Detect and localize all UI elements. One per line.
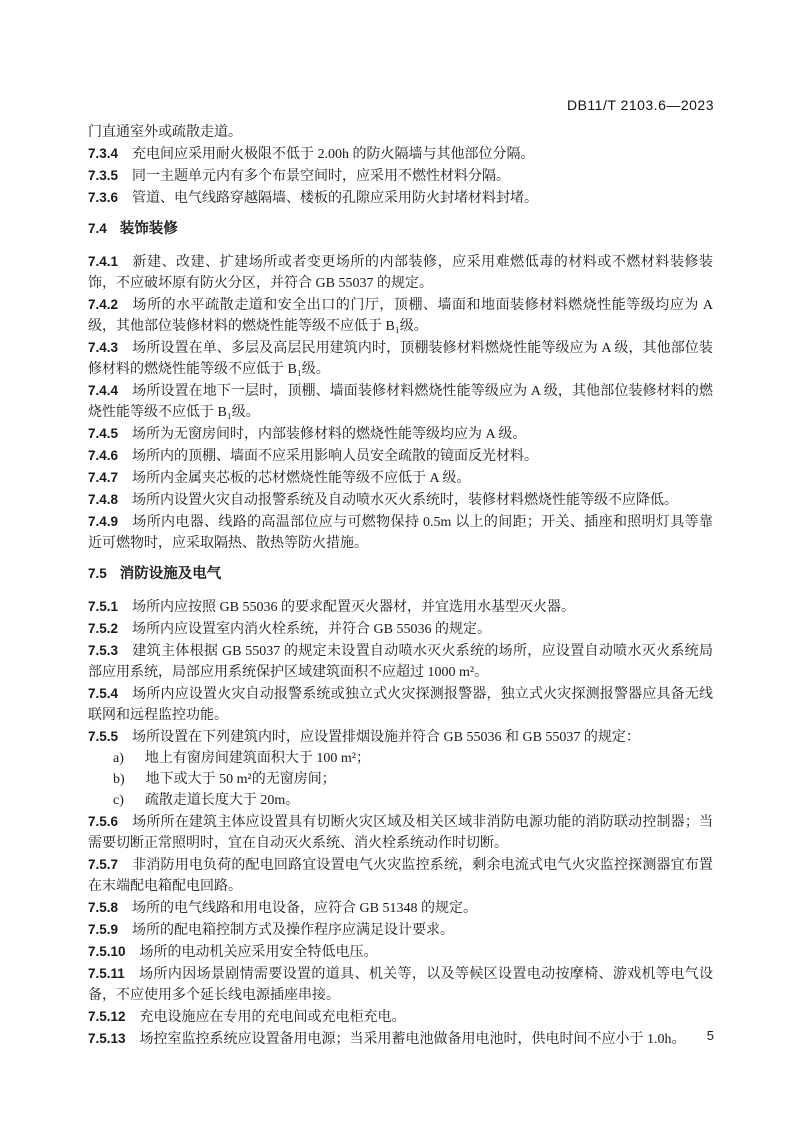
clause-number: 7.5.3: [88, 643, 119, 658]
clause-7-4-7: [88, 467, 713, 489]
clause-7-3-6: [88, 187, 713, 209]
carryover-paragraph: 门直通室外或疏散走道。: [88, 125, 242, 140]
clause-number: 7.5.8: [88, 900, 119, 915]
clause-number: 7.5.12: [88, 1009, 126, 1024]
clause-7-5-5: [88, 726, 713, 748]
clause-7-4-2: [88, 294, 713, 337]
clause-number: 7.5.5: [88, 729, 119, 744]
clause-text: 充电设施应在专用的充电间或充电柜充电。: [139, 1010, 406, 1025]
clause-7-4-3: [88, 337, 713, 380]
clause-text: 场所的水平疏散走道和安全出口的门厅，顶棚、墙面和地面装修材料燃烧性能等级均应为 A 级，其他部位装修材料的燃烧性能等级不应低于 B₁级。: [88, 298, 713, 334]
clause-text: 场所设置在地下一层时，顶棚、墙面装修材料燃烧性能等级应为 A 级，其他部位装修材料的燃烧性能等级不应低于 B₁级。: [88, 384, 713, 420]
section-number: 7.4: [88, 221, 107, 236]
clause-text: 同一主题单元内有多个布景空间时，应采用不燃性材料分隔。: [132, 169, 511, 184]
clause-7-4-6: [88, 445, 713, 467]
clause-7-4-8: [88, 489, 713, 511]
clause-number: 7.5.4: [88, 686, 119, 701]
clause-7-4-9: [88, 511, 713, 554]
clause-text: 场所的配电箱控制方式及操作程序应满足设计要求。: [132, 923, 455, 938]
clause-text: 场所的电气线路和用电设备，应符合 GB 51348 的规定。: [132, 901, 477, 916]
clause-7-5-10: [88, 941, 713, 963]
list-item-a: [88, 748, 713, 769]
clause-7-4-1: [88, 251, 713, 294]
clause-text: 场所内金属夹芯板的芯材燃烧性能等级不应低于 A 级。: [132, 471, 471, 486]
clause-number: 7.4.6: [88, 448, 119, 463]
clause-number: 7.5.10: [88, 944, 126, 959]
document-body: [88, 122, 713, 1050]
section-title: 装饰装修: [119, 221, 178, 237]
clause-text: 场所内应设置火灾自动报警系统或独立式火灾探测报警器，独立式火灾探测报警器应具备无线联网和远程监控功能。: [88, 687, 713, 723]
clause-number: 7.4.1: [88, 254, 119, 269]
clause-number: 7.4.2: [88, 297, 119, 312]
clause-text: 场所内应按照 GB 55036 的要求配置灭火器材，并宜选用水基型灭火器。: [132, 600, 575, 615]
clause-7-4-4: [88, 380, 713, 423]
clause-7-5-12: [88, 1006, 713, 1028]
list-item-label: b): [113, 772, 125, 787]
page-number: 5: [706, 1028, 714, 1043]
list-item-text: 地上有窗房间建筑面积大于 100 m²；: [144, 751, 370, 766]
clause-number: 7.4.5: [88, 426, 119, 441]
clause-7-5-6: [88, 811, 713, 854]
clause-text: 场所内设置火灾自动报警系统及自动喷水灭火系统时，装修材料燃烧性能等级不应降低。: [132, 493, 679, 508]
document-code-header: DB11/T 2103.6—2023: [566, 97, 714, 113]
clause-number: 7.5.13: [88, 1031, 126, 1046]
list-item-text: 地下或大于 50 m²的无窗房间；: [145, 772, 336, 787]
clause-number: 7.3.4: [88, 146, 119, 161]
list-item-label: c): [113, 793, 124, 808]
clause-text: 场所的电动机关应采用安全特低电压。: [139, 945, 378, 960]
clause-7-5-3: [88, 640, 713, 683]
clause-text: 场所设置在单、多层及高层民用建筑内时，顶棚装修材料燃烧性能等级应为 A 级，其他部位装修材料的燃烧性能等级不应低于 B₁级。: [88, 341, 713, 377]
clause-7-5-1: [88, 596, 713, 618]
list-item-label: a): [113, 751, 124, 766]
clause-number: 7.5.9: [88, 922, 119, 937]
clause-text: 建筑主体根据 GB 55037 的规定未设置自动喷水灭火系统的场所，应设置自动喷水灭火系统局部应用系统，局部应用系统保护区域建筑面积不应超过 1000 m²。: [88, 644, 713, 680]
clause-number: 7.4.4: [88, 383, 119, 398]
clause-number: 7.5.11: [88, 966, 125, 981]
clause-text: 场所设置在下列建筑内时，应设置排烟设施并符合 GB 55036 和 GB 55037 的规定：: [132, 730, 640, 745]
clause-7-5-7: [88, 854, 713, 897]
clause-text: 场所所在建筑主体应设置具有切断火灾区域及相关区域非消防电源功能的消防联动控制器；当需要切断正常照明时，宜在自动灭火系统、消火栓系统动作时切断。: [88, 815, 713, 851]
section-heading-7-4: [88, 218, 713, 240]
section-number: 7.5: [88, 566, 107, 581]
clause-7-5-8: [88, 897, 713, 919]
clause-7-3-4: [88, 143, 713, 165]
clause-7-5-9: [88, 919, 713, 941]
clause-7-4-5: [88, 423, 713, 445]
clause-7-3-5: [88, 165, 713, 187]
clause-number: 7.3.5: [88, 168, 119, 183]
clause-text: 场控室监控系统应设置备用电源；当采用蓄电池做备用电池时，供电时间不应小于 1.0h。: [139, 1032, 686, 1047]
clause-text: 场所内电器、线路的高温部位应与可燃物保持 0.5m 以上的间距；开关、插座和照明灯具等靠近可燃物时，应采取隔热、散热等防火措施。: [88, 515, 713, 551]
clause-number: 7.5.2: [88, 621, 119, 636]
list-item-text: 疏散走道长度大于 20m。: [144, 793, 300, 808]
clause-text: 充电间应采用耐火极限不低于 2.00h 的防火隔墙与其他部位分隔。: [132, 147, 535, 162]
clause-text: 场所为无窗房间时，内部装修材料的燃烧性能等级均应为 A 级。: [132, 427, 527, 442]
clause-text: 场所内应设置室内消火栓系统，并符合 GB 55036 的规定。: [132, 622, 491, 637]
clause-number: 7.5.7: [88, 857, 119, 872]
list-item-b: [88, 769, 713, 790]
clause-number: 7.3.6: [88, 190, 119, 205]
clause-number: 7.4.3: [88, 340, 119, 355]
section-title: 消防设施及电气: [119, 566, 222, 582]
clause-text: 管道、电气线路穿越隔墙、楼板的孔隙应采用防火封堵材料封堵。: [132, 191, 539, 206]
list-item-c: [88, 790, 713, 811]
clause-number: 7.4.9: [88, 514, 119, 529]
clause-number: 7.5.6: [88, 814, 119, 829]
clause-number: 7.5.1: [88, 599, 119, 614]
section-heading-7-5: [88, 563, 713, 585]
clause-number: 7.4.7: [88, 470, 119, 485]
clause-text: 场所内的顶棚、墙面不应采用影响人员安全疏散的镜面反光材料。: [132, 449, 539, 464]
clause-text: 非消防用电负荷的配电回路宜设置电气火灾监控系统，剩余电流式电气火灾监控探测器宜布置在末端配电箱配电回路。: [88, 858, 713, 894]
clause-text: 场所内因场景剧情需要设置的道具、机关等，以及等候区设置电动按摩椅、游戏机等电气设备，不应使用多个延长线电源插座串接。: [88, 967, 713, 1003]
clause-7-5-13: [88, 1028, 713, 1050]
clause-7-5-2: [88, 618, 713, 640]
clause-7-5-11: [88, 963, 713, 1006]
clause-7-5-4: [88, 683, 713, 726]
clause-text: 新建、改建、扩建场所或者变更场所的内部装修，应采用难燃低毒的材料或不燃材料装修装饰，不应破坏原有防火分区，并符合 GB 55037 的规定。: [88, 255, 713, 291]
clause-number: 7.4.8: [88, 492, 119, 507]
